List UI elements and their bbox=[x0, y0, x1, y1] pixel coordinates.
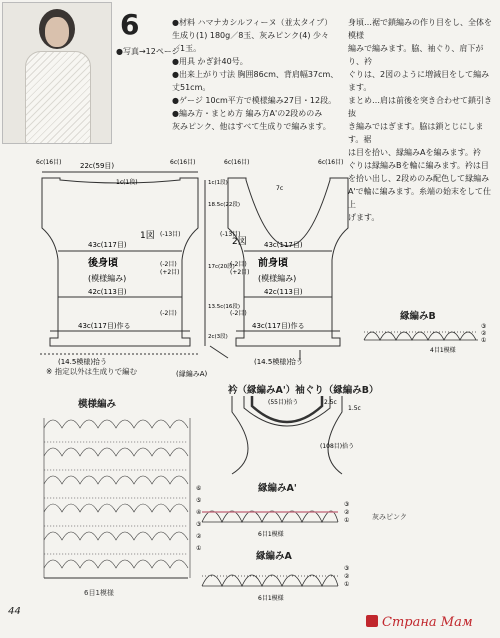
neck-width: 2.5c bbox=[324, 399, 337, 406]
model-photo bbox=[2, 2, 112, 144]
method-line: き編みではぎます。脇は鎖とじにします。裾 bbox=[348, 122, 484, 144]
spec-line: 灰みピンク、他はすべて生成りで編みます。 bbox=[172, 122, 331, 131]
page-number: 44 bbox=[8, 606, 21, 617]
site-name: Страна Мам bbox=[382, 615, 473, 630]
edge-a-prime-color-note: 灰みピンク bbox=[372, 513, 407, 521]
front-fig-number: 2図 bbox=[232, 237, 247, 247]
center-dim: 17c(20段) bbox=[208, 264, 235, 270]
edge-a-row: ① bbox=[344, 581, 350, 588]
back-side-bottom: (-2目) bbox=[160, 310, 177, 317]
front-chest-width: 43c(117目) bbox=[264, 241, 303, 249]
front-neck-width: 7c bbox=[276, 185, 284, 192]
back-hem-width: 43c(117目)作る bbox=[78, 322, 131, 330]
note: ※ 指定以外は生成りで編む bbox=[46, 367, 138, 376]
front-subtitle: (模様編み) bbox=[258, 274, 297, 283]
edge-a-prime-row: ③ bbox=[344, 501, 350, 508]
front-side-top: (-2目) bbox=[230, 261, 247, 268]
back-top-width: 22c(59目) bbox=[80, 162, 115, 170]
spec-line: ●材料 ハマナカシルフィーヌ（並太タイプ） bbox=[172, 18, 333, 27]
front-hem-repeat: (14.5模様)拾う bbox=[254, 358, 304, 366]
center-dim: 2c(3段) bbox=[208, 334, 228, 340]
edge-a-title: 縁編みA bbox=[256, 551, 292, 562]
spec-line: ／1玉。 bbox=[172, 44, 202, 53]
front-title: 前身頃 bbox=[258, 258, 288, 269]
edge-a-prime-chart bbox=[198, 492, 374, 540]
back-side-mid: (+2目) bbox=[160, 269, 180, 276]
stitch-chart bbox=[40, 408, 216, 586]
method-line: 編みで編みます。脇、袖ぐり、肩下がり、衿 bbox=[348, 44, 484, 66]
neck-height: 1.5c bbox=[348, 405, 361, 412]
method-line: ぐりは縁編みBを輪に編みます。衿は目 bbox=[348, 161, 489, 170]
edge-b-title: 縁編みB bbox=[400, 311, 436, 322]
spec-line: ●ゲージ 10cm平方で模様編み27目・12段。 bbox=[172, 96, 337, 105]
method-line: は目を拾い、縁編みAを編みます。衿 bbox=[348, 148, 481, 157]
materials-spec bbox=[172, 16, 338, 133]
neck-title: 衿（縁編みA'）袖ぐり（縁編みB） bbox=[228, 385, 379, 396]
center-dim: 13.5c(16段) bbox=[208, 304, 241, 310]
edge-b-row: ② bbox=[481, 330, 487, 337]
spec-line: 丈51cm。 bbox=[172, 83, 211, 92]
back-hem-repeat: (14.5模様)拾う bbox=[58, 358, 108, 366]
spec-line: ●出来上がり寸法 胸囲86cm、背肩幅37cm、 bbox=[172, 70, 339, 79]
edge-b-row: ① bbox=[481, 337, 487, 344]
pattern-number: 6 bbox=[120, 8, 140, 41]
site-watermark bbox=[366, 615, 473, 630]
edge-a-prime-repeat: 6目1模様 bbox=[258, 531, 284, 538]
spec-line: ●用具 かぎ針40号。 bbox=[172, 57, 248, 66]
back-fig-number: 1図 bbox=[140, 231, 155, 241]
stitch-row: ④ bbox=[196, 509, 202, 516]
edge-b-row: ③ bbox=[481, 323, 487, 330]
edge-a-prime-title: 縁編みA' bbox=[258, 483, 297, 494]
spec-line: ●編み方・まとめ方 編み方A'の2段めのみ bbox=[172, 109, 323, 118]
front-shoulder-right: 6c(16目) bbox=[318, 159, 344, 166]
back-title: 後身頃 bbox=[88, 258, 118, 269]
stitch-row: ① bbox=[196, 545, 202, 552]
edge-a-row: ③ bbox=[344, 565, 350, 572]
stitch-row: ⑤ bbox=[196, 497, 202, 504]
back-neck-drop: 1c(1段) bbox=[116, 179, 138, 186]
neck-pick: (55目)拾う bbox=[268, 399, 299, 406]
stitch-title: 模様編み bbox=[78, 399, 117, 410]
method-line: を拾い出し、2段めのみ配色して縁編み bbox=[348, 174, 490, 183]
front-side-bottom: (-2目) bbox=[230, 310, 247, 317]
edge-a-repeat: 6目1模様 bbox=[258, 595, 284, 602]
edge-a-chart bbox=[198, 558, 374, 604]
method-line: A'で輪に編みます。糸端の始末をして仕上 bbox=[348, 187, 492, 209]
edge-a-row: ② bbox=[344, 573, 350, 580]
stitch-row: ③ bbox=[196, 521, 202, 528]
back-waist-width: 42c(113目) bbox=[88, 288, 127, 296]
edge-b-repeat: 4目1模様 bbox=[430, 347, 456, 354]
photo-reference: ●写真→12ページ bbox=[116, 47, 180, 56]
edge-a-prime-row: ① bbox=[344, 517, 350, 524]
back-shoulder-right: 6c(16目) bbox=[170, 159, 196, 166]
method-line: ぐりは、2図のように増減目をして編みます。 bbox=[348, 70, 490, 92]
method-line: まとめ…肩は前後を突き合わせて鎖引き抜 bbox=[348, 96, 492, 118]
front-hem-width: 43c(117目)作る bbox=[252, 322, 305, 330]
edge-b-chart bbox=[360, 318, 496, 358]
back-side-top: (-2目) bbox=[160, 261, 177, 268]
front-armhole: (-13目) bbox=[220, 231, 241, 238]
site-logo-icon bbox=[366, 615, 378, 627]
front-shoulder-left: 6c(16目) bbox=[224, 159, 250, 166]
spec-line: 生成り(1) 180g／8玉、灰みピンク(4) 少々 bbox=[172, 31, 330, 40]
stitch-repeat: 6目1模様 bbox=[84, 589, 114, 597]
back-subtitle: (模様編み) bbox=[88, 274, 127, 283]
neck-diagram bbox=[224, 394, 374, 476]
edge-a-prime-row: ② bbox=[344, 509, 350, 516]
stitch-row: ② bbox=[196, 533, 202, 540]
method-line: げます。 bbox=[348, 213, 380, 222]
front-edge-label: (縁編みA) bbox=[176, 370, 208, 378]
back-chest-width: 43c(117目) bbox=[88, 241, 127, 249]
method-line: 身頃…裾で鎖編みの作り目をし、全体を模様 bbox=[348, 18, 492, 40]
front-waist-width: 42c(113目) bbox=[264, 288, 303, 296]
armhole-pick: (108目)拾う bbox=[320, 443, 355, 450]
center-dim: 18.5c(22段) bbox=[208, 202, 241, 208]
back-shoulder-left: 6c(16目) bbox=[36, 159, 62, 166]
back-armhole: (-13目) bbox=[160, 231, 181, 238]
center-dim: 1c(1段) bbox=[208, 180, 228, 186]
stitch-row: ⑥ bbox=[196, 485, 202, 492]
front-side-mid: (+2目) bbox=[230, 269, 250, 276]
